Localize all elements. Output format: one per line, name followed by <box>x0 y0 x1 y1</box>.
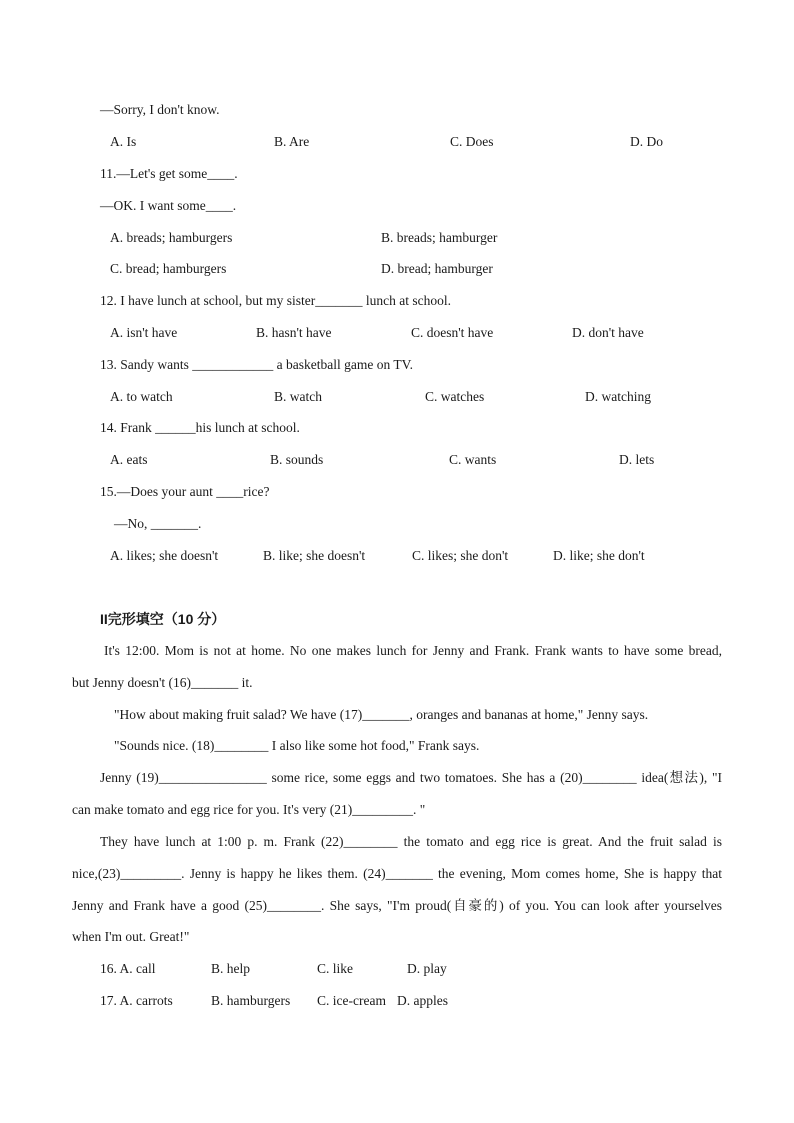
q14-option-a: A. eats <box>110 452 148 467</box>
q13-option-c: C. watches <box>425 389 485 404</box>
passage-line-8: nice,(23)_________. Jenny is happy he likes them. (24)_______ the evening, Mom comes home, She is happy that <box>72 866 722 881</box>
q15-stem-line1: 15.—Does your aunt ____rice? <box>100 484 270 499</box>
passage-line-9: Jenny and Frank have a good (25)________. She says, "I'm proud(自豪的) of you. You can look after yourselves <box>72 898 722 913</box>
passage-line-7: They have lunch at 1:00 p. m. Frank (22)________ the tomato and egg rice is great. And the fruit salad is <box>100 834 722 849</box>
q11-stem-line2: —OK. I want some____. <box>100 198 237 213</box>
q10-option-b: B. Are <box>274 134 310 149</box>
passage-line-5: Jenny (19)________________ some rice, some eggs and two tomatoes. She has a (20)________ idea(想法), "I <box>100 770 722 785</box>
q10-option-c: C. Does <box>450 134 494 149</box>
q10-option-d: D. Do <box>630 134 663 149</box>
q16-option-c: C. like <box>317 961 353 976</box>
q13-option-d: D. watching <box>585 389 651 404</box>
q13-option-b: B. watch <box>274 389 322 404</box>
q14-option-b: B. sounds <box>270 452 324 467</box>
q15-stem-line2: —No, _______. <box>114 516 202 531</box>
passage-line-6: can make tomato and egg rice for you. It's very (21)_________. " <box>72 802 426 817</box>
q14-option-c: C. wants <box>449 452 497 467</box>
q15-option-b: B. like; she doesn't <box>263 548 366 563</box>
q12-stem: 12. I have lunch at school, but my sister_______ lunch at school. <box>100 293 451 308</box>
passage-line-10: when I'm out. Great!" <box>72 929 190 944</box>
q16-option-b: B. help <box>211 961 250 976</box>
q17-option-b: B. hamburgers <box>211 993 291 1008</box>
section-heading: II完形填空（10 分） <box>100 611 226 627</box>
q17-option-a: 17. A. carrots <box>100 993 173 1008</box>
q11-option-a: A. breads; hamburgers <box>110 230 233 245</box>
q16-option-d: D. play <box>407 961 447 976</box>
q12-option-c: C. doesn't have <box>411 325 494 340</box>
q11-stem-line1: 11.—Let's get some____. <box>100 166 238 181</box>
q17-option-c: C. ice-cream <box>317 993 386 1008</box>
passage-line-2: but Jenny doesn't (16)_______ it. <box>72 675 253 690</box>
q14-option-d: D. lets <box>619 452 655 467</box>
q14-stem: 14. Frank ______his lunch at school. <box>100 420 300 435</box>
q15-option-d: D. like; she don't <box>553 548 645 563</box>
q11-option-c: C. bread; hamburgers <box>110 261 227 276</box>
q15-option-a: A. likes; she doesn't <box>110 548 219 563</box>
q15-option-c: C. likes; she don't <box>412 548 509 563</box>
q10-option-a: A. Is <box>110 134 137 149</box>
passage-line-4: "Sounds nice. (18)________ I also like some hot food," Frank says. <box>114 738 480 753</box>
passage-line-1: It's 12:00. Mom is not at home. No one makes lunch for Jenny and Frank. Frank wants to have some bread, <box>104 643 722 658</box>
q11-option-d: D. bread; hamburger <box>381 261 493 276</box>
q12-option-d: D. don't have <box>572 325 644 340</box>
q13-option-a: A. to watch <box>110 389 173 404</box>
q12-option-b: B. hasn't have <box>256 325 332 340</box>
q16-option-a: 16. A. call <box>100 961 156 976</box>
q11-option-b: B. breads; hamburger <box>381 230 498 245</box>
q10-answer-line: —Sorry, I don't know. <box>100 102 220 117</box>
q12-option-a: A. isn't have <box>110 325 178 340</box>
q17-option-d: D. apples <box>397 993 448 1008</box>
q13-stem: 13. Sandy wants ____________ a basketball game on TV. <box>100 357 413 372</box>
passage-line-3: "How about making fruit salad? We have (17)_______, oranges and bananas at home," Jenny says. <box>114 707 649 722</box>
